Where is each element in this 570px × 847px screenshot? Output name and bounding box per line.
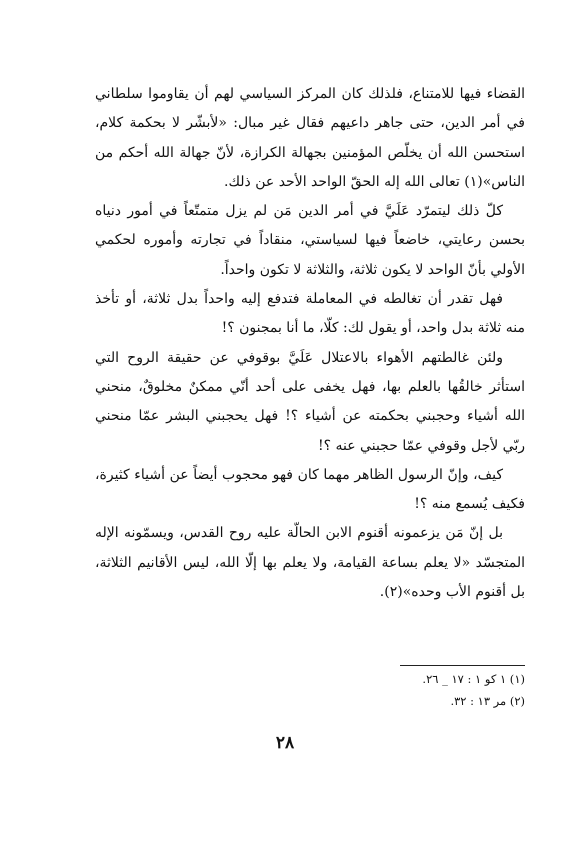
paragraph-2: كلّ ذلك ليتمرّد عَلَيَّ في أمر الدين مَن لم يزل متمتّعاً في أمور دنياه بحسن رعايتي، خاضعاً فيها لسياستي، منقاداً في تجارته وأموره لحكمي الأولي بأنّ الواحد لا يكون ثلاثة، والثلاثة لا تكون واحداً.: [95, 203, 525, 278]
footnote-1: (١) ١ كو ١ : ١٧ _ ٢٦.: [422, 672, 525, 686]
footnote-separator: [400, 665, 525, 666]
page-number: ٢٨: [275, 733, 295, 753]
paragraph-4: ولئن غالطتهم الأهواء بالاعتلال عَلَيَّ بوقوفي عن حقيقة الروح التي استأثر خالقُها بالعلم بها، فهل يخفى على أحد أنّي ممكنٌ مخلوقٌ، منحني الله أشياء وحجبني بحكمته عن أشياء ؟! فهل يحجبني البشر عمّا منحني ربّي لأجل وقوفي عمّا حجبني عنه ؟!: [95, 349, 525, 454]
main-text: [95, 80, 525, 607]
paragraph-1: القضاء فيها للامتناع، فلذلك كان المركز السياسي لهم أن يقاوموا سلطاني في أمر الدين، حتى جاهر داعيهم فقال غير مبال: «لأبشّر لا بحكمة كلام، استحسن الله أن يخلّص المؤمنين بجهالة الكرازة، لأنّ جهالة الله أحكم من الناس»(١) تعالى الله إله الحقّ الواحد الأحد عن ذلك.: [95, 86, 525, 190]
paragraph-6: بل إنّ مَن يزعمونه أقنوم الابن الحالّة عليه روح القدس، ويسمّونه الإله المتجسّد «لا يعلم بساعة القيامة، ولا يعلم بها إلّا الله، ليس الأقانيم الثلاثة، بل أقنوم الأب وحده»(٢).: [95, 525, 525, 601]
footnote-2: (٢) مر ١٣ : ٣٢.: [450, 694, 525, 708]
paragraph-3: فهل تقدر أن تغالطه في المعاملة فتدفع إليه واحداً بدل ثلاثة، أو تأخذ منه ثلاثة بدل واحد، أو يقول لك: كلّا، ما أنا بمجنون ؟!: [95, 291, 525, 337]
footnotes: [95, 668, 525, 712]
paragraph-5: كيف، وإنّ الرسول الظاهر مهما كان فهو محجوب أيضاً عن أشياء كثيرة، فكيف يُسمع منه ؟!: [95, 466, 525, 513]
